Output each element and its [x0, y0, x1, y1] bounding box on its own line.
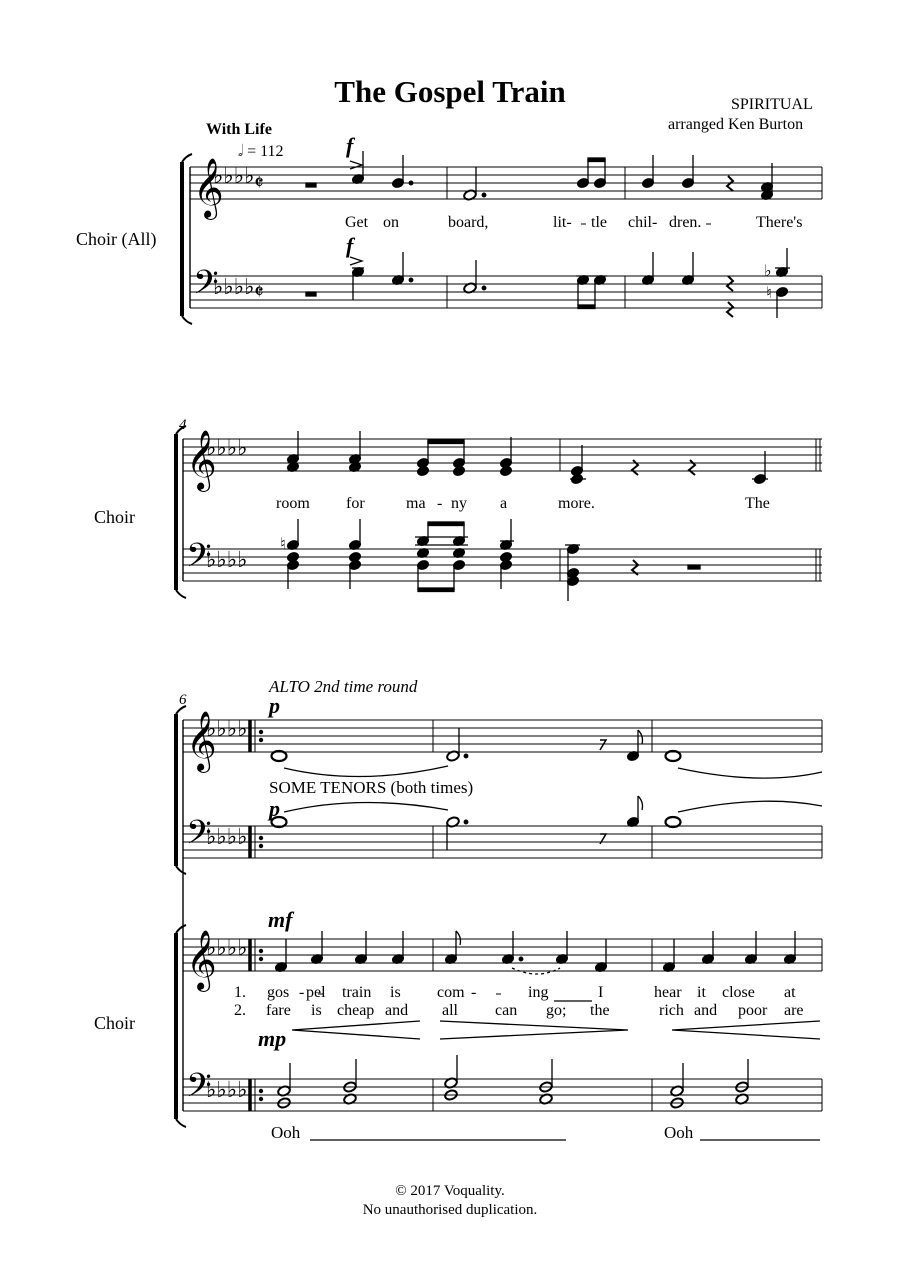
copyright-footer — [0, 1182, 900, 1220]
svg-text:♭: ♭ — [764, 261, 772, 280]
lyric-verse-2: are — [784, 1002, 804, 1019]
svg-text:♮: ♮ — [280, 534, 286, 553]
svg-text:♭♭♭♭: ♭♭♭♭ — [206, 717, 248, 742]
lyric: for — [346, 495, 365, 512]
svg-text:♭♭♭♭: ♭♭♭♭ — [206, 436, 248, 461]
lyric-verse-1: at — [784, 984, 796, 1001]
svg-text:♭♭♭♭: ♭♭♭♭ — [206, 825, 248, 850]
measure-number: 6 — [179, 692, 187, 708]
lyric-verse-1: is — [390, 984, 401, 1001]
svg-text:𝄢: 𝄢 — [186, 1067, 212, 1113]
lyric: lit- — [553, 214, 572, 231]
svg-text:𝄢: 𝄢 — [186, 814, 212, 860]
lyric-hyphens — [318, 224, 711, 994]
dynamic-piano-tenor: p — [269, 796, 280, 821]
lyric-verse-2: the — [590, 1002, 610, 1019]
lyric-verse-1: 1. — [234, 984, 246, 1001]
dynamic-piano-alto: p — [269, 693, 280, 718]
svg-text:𝄞: 𝄞 — [186, 711, 217, 771]
measure-number: 4 — [179, 417, 187, 433]
lyric-verse-1: pel — [306, 984, 326, 1001]
svg-text:♭♭♭♭: ♭♭♭♭ — [206, 936, 248, 961]
page-title: The Gospel Train — [334, 74, 566, 109]
lyric-verse-1: close — [722, 984, 755, 1001]
svg-text:𝄞: 𝄞 — [186, 930, 217, 990]
lyric-verse-2: and — [385, 1002, 409, 1019]
lyric-verse-1: - — [299, 984, 305, 1001]
part-label-choir: Choir — [94, 1013, 136, 1033]
svg-text:♭♭♭♭: ♭♭♭♭ — [213, 275, 255, 300]
lyric-verse-1: I — [598, 984, 604, 1001]
svg-text:𝄢: 𝄢 — [186, 537, 212, 583]
arranger-credit: arranged Ken Burton — [668, 116, 804, 133]
composer-credit: SPIRITUAL — [731, 96, 813, 113]
lyric-verse-2: can — [495, 1002, 518, 1019]
lyric-verse-1: it — [697, 984, 706, 1001]
lyric: a — [500, 495, 508, 512]
lyric-verse-2: 2. — [234, 1002, 246, 1019]
tempo-indication: With Life — [206, 121, 272, 138]
system-2-staves — [176, 426, 822, 598]
lyric: room — [276, 495, 310, 512]
lyric: chil- — [628, 214, 658, 231]
lyric: board, — [448, 214, 489, 231]
bass-clef-icon: 𝄢 — [193, 264, 219, 310]
svg-text:♮: ♮ — [766, 283, 772, 302]
lyric-verse-2: rich — [659, 1002, 684, 1019]
lyric-verse-2: all — [442, 1002, 458, 1019]
lyric-verse-2: is — [311, 1002, 322, 1019]
notes-system-2 — [286, 431, 768, 601]
system-1-staves — [182, 154, 822, 324]
lyric-lower: Ooh — [271, 1123, 301, 1142]
cut-time-icon: 𝄵 — [254, 171, 264, 196]
treble-clef-icon: 𝄞 — [193, 158, 224, 218]
svg-text:𝄵: 𝄵 — [254, 280, 264, 305]
lyric: - — [437, 495, 443, 512]
lyric-lower: Ooh — [664, 1123, 694, 1142]
part-label-choir-all: Choir (All) — [76, 229, 157, 249]
notes-system-1 — [306, 151, 790, 318]
lyric: The — [745, 495, 770, 512]
lyric-verse-1: gos — [267, 984, 290, 1001]
lyric-verse-1: train — [342, 984, 372, 1001]
svg-text:𝄞: 𝄞 — [186, 430, 217, 490]
lyric: on — [383, 214, 399, 231]
duplication-notice: No unauthorised duplication. — [362, 1202, 538, 1218]
lyric-verse-1: hear — [654, 984, 682, 1001]
lyric: There's — [756, 214, 803, 231]
lyric-verse-1: com — [437, 984, 465, 1001]
lyric-verse-1: - — [471, 984, 477, 1001]
lyric-verse-2: go; — [546, 1002, 567, 1019]
lyric: tle — [591, 214, 607, 231]
lyric: ma — [406, 495, 426, 512]
dynamic-mezzo-piano: mp — [258, 1026, 287, 1051]
lyric-verse-2: cheap — [337, 1002, 375, 1019]
svg-text:♭♭♭♭: ♭♭♭♭ — [206, 1078, 248, 1103]
lyric: dren. — [669, 214, 702, 231]
dynamic-mezzo-forte: mf — [268, 907, 293, 932]
tenor-direction: SOME TENORS (both times) — [269, 778, 474, 797]
dynamic-forte-lower: f — [346, 233, 354, 258]
dynamic-forte-upper: f — [346, 133, 354, 158]
lyric-verse-2: and — [694, 1002, 718, 1019]
svg-text:♭♭♭♭: ♭♭♭♭ — [206, 548, 248, 573]
svg-text:♭♭♭♭: ♭♭♭♭ — [213, 164, 255, 189]
copyright-line: © 2017 Voquality. — [395, 1183, 505, 1199]
lyric-verse-2: fare — [266, 1002, 291, 1019]
lyric-verse-1: ing — [528, 984, 549, 1001]
lyric: Get — [345, 214, 369, 231]
metronome-mark: 𝅗𝅥 = 112 — [238, 143, 284, 160]
lyric-verse-2: poor — [738, 1002, 768, 1019]
lyric: more. — [558, 495, 595, 512]
lyric: ny — [451, 495, 467, 512]
alto-direction: ALTO 2nd time round — [269, 677, 418, 696]
part-label-choir: Choir — [94, 507, 136, 527]
